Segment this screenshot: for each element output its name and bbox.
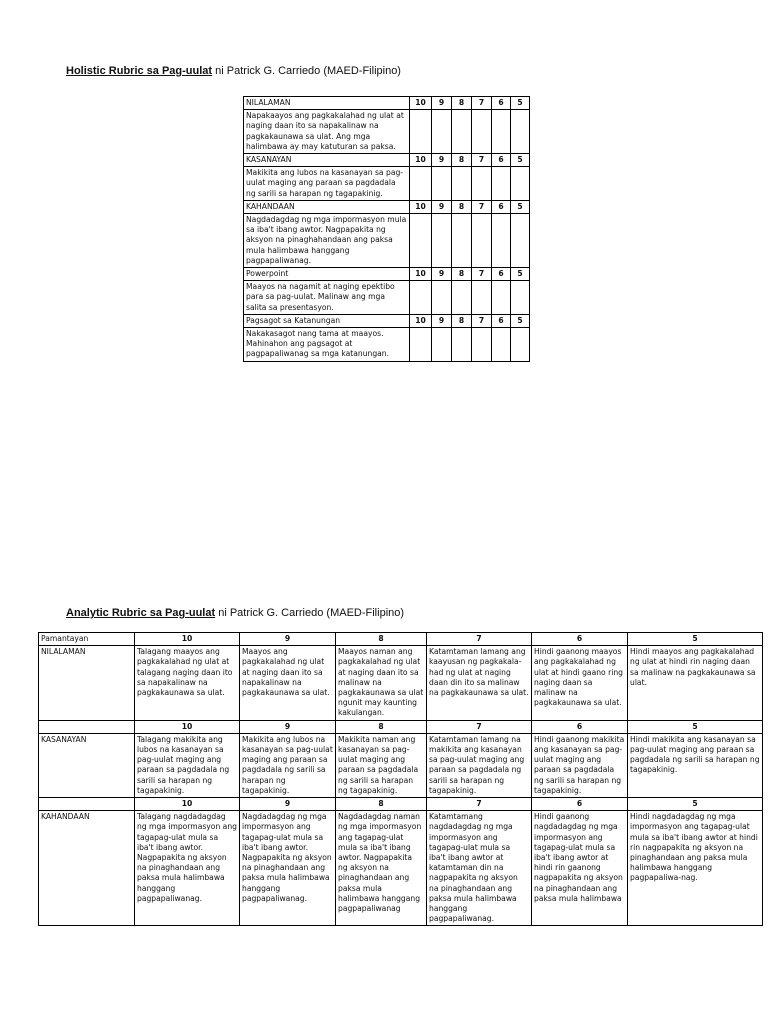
holistic-score-cell xyxy=(472,281,492,315)
holistic-criterion-row xyxy=(244,200,530,213)
analytic-header-label xyxy=(39,798,135,811)
analytic-criterion-label: KAHANDAAN xyxy=(39,811,135,926)
holistic-description-row xyxy=(244,214,530,268)
analytic-score-header: 6 xyxy=(532,720,628,733)
holistic-score-cell xyxy=(410,110,432,154)
analytic-criterion-row xyxy=(39,646,763,720)
holistic-criterion-row xyxy=(244,154,530,167)
analytic-descriptor-cell: Hindi maayos ang pagkakalahad ng ulat at hindi rin naging daan sa malinaw na pagkakaunawa sa ulat. xyxy=(628,646,763,720)
analytic-descriptor-cell: Nagdadagdag ng mga impormasyon ang tagapag-ulat mula sa iba't ibang awtor. Nagpapakita ng aksyon na pinaghandaan ang paksa mula halimbawa hanggang pagpapaliwanag. xyxy=(240,811,336,926)
holistic-score-header: 6 xyxy=(492,154,511,167)
holistic-score-cell xyxy=(452,281,472,315)
holistic-description-row xyxy=(244,281,530,315)
holistic-score-cell xyxy=(492,110,511,154)
holistic-score-header: 9 xyxy=(432,97,452,110)
holistic-score-header: 8 xyxy=(452,200,472,213)
analytic-descriptor-cell: Makikita ang lubos na kasanayan sa pag-uulat maging ang paraan sa pagdadala ng sarili sa harapan ng tagapakinig. xyxy=(240,733,336,797)
holistic-score-cell xyxy=(511,281,530,315)
analytic-score-header-row xyxy=(39,798,763,811)
holistic-criterion-description: Makikita ang lubos na kasanayan sa pag-uulat maging ang paraan sa pagdadala ng sarili sa harapan ng tagapakinig. xyxy=(244,167,410,201)
holistic-score-cell xyxy=(452,328,472,362)
analytic-descriptor-cell: Hindi nagdadagdag ng mga impormasyon ang tagapag-ulat mula sa iba't ibang awtor at hindi rin nagpapakita ng aksyon na pinaghandaan ang paksa mula halimbawa hanggang pagpapaliwa-nag. xyxy=(628,811,763,926)
analytic-rubric-title: Analytic Rubric sa Pag-uulat ni Patrick G. Carriedo (MAED-Filipino) xyxy=(66,607,405,619)
analytic-score-header: 7 xyxy=(427,633,532,646)
holistic-criterion-label: NILALAMAN xyxy=(244,97,410,110)
analytic-descriptor-cell: Talagang maayos ang pagkakalahad ng ulat at talagang naging daan ito sa napakalinaw na pagkakaunawa sa ulat. xyxy=(135,646,240,720)
holistic-score-cell xyxy=(452,110,472,154)
holistic-description-row xyxy=(244,328,530,362)
holistic-score-header: 9 xyxy=(432,200,452,213)
holistic-score-cell xyxy=(472,167,492,201)
holistic-score-cell xyxy=(511,167,530,201)
holistic-score-cell xyxy=(492,167,511,201)
analytic-descriptor-cell: Katamtamang nagdadagdag ng mga impormasyon ang tagapag-ulat mula sa iba't ibang awtor at katamtaman din na nagpapakita ng aksyon na pinaghandaan ang paksa mula halimbawa hanggang pagpapaliwanag. xyxy=(427,811,532,926)
analytic-score-header-row xyxy=(39,633,763,646)
holistic-score-header: 9 xyxy=(432,154,452,167)
holistic-score-header: 7 xyxy=(472,268,492,281)
analytic-descriptor-cell: Hindi makikita ang kasanayan sa pag-uulat maging ang paraan sa pagdadala ng sarili sa harapan ng tagapakinig. xyxy=(628,733,763,797)
analytic-score-header: 9 xyxy=(240,798,336,811)
analytic-criterion-label: KASANAYAN xyxy=(39,733,135,797)
analytic-score-header: 5 xyxy=(628,720,763,733)
analytic-descriptor-cell: Makikita naman ang kasanayan sa pag-uulat maging ang paraan sa pagdadala ng sarili sa harapan ng tagapakinig. xyxy=(336,733,427,797)
holistic-score-cell xyxy=(432,281,452,315)
analytic-descriptor-cell: Hindi gaanong nagdadagdag ng mga impormasyon ang tagapag-ulat mula sa iba't ibang awtor at hindi rin gaanong nagpapakita ng aksyon na pinaghandaan ang paksa mula halimbawa xyxy=(532,811,628,926)
analytic-criterion-label: NILALAMAN xyxy=(39,646,135,720)
analytic-score-header: 8 xyxy=(336,633,427,646)
holistic-criterion-label: KASANAYAN xyxy=(244,154,410,167)
analytic-score-header: 7 xyxy=(427,720,532,733)
holistic-score-header: 10 xyxy=(410,314,432,327)
holistic-score-cell xyxy=(511,328,530,362)
holistic-score-cell xyxy=(492,328,511,362)
analytic-descriptor-cell: Talagang makikita ang lubos na kasanayan sa pag-uulat maging ang paraan sa pagdadala ng sarili sa harapan ng tagapakinig. xyxy=(135,733,240,797)
analytic-rubric-table xyxy=(38,632,763,926)
analytic-header-label xyxy=(39,720,135,733)
analytic-header-label: Pamantayan xyxy=(39,633,135,646)
holistic-score-header: 6 xyxy=(492,268,511,281)
holistic-score-header: 7 xyxy=(472,154,492,167)
analytic-score-header: 8 xyxy=(336,798,427,811)
holistic-score-cell xyxy=(511,110,530,154)
holistic-score-header: 9 xyxy=(432,268,452,281)
analytic-score-header: 5 xyxy=(628,798,763,811)
holistic-score-header: 7 xyxy=(472,200,492,213)
holistic-score-cell xyxy=(492,281,511,315)
holistic-score-cell xyxy=(432,328,452,362)
holistic-score-header: 6 xyxy=(492,97,511,110)
analytic-score-header: 5 xyxy=(628,633,763,646)
holistic-score-cell xyxy=(410,167,432,201)
holistic-score-header: 8 xyxy=(452,97,472,110)
analytic-descriptor-cell: Maayos ang pagkakalahad ng ulat at naging daan ito sa napakalinaw na pagkakaunawa sa ulat. xyxy=(240,646,336,720)
holistic-criterion-label: KAHANDAAN xyxy=(244,200,410,213)
holistic-score-header: 10 xyxy=(410,268,432,281)
holistic-score-cell xyxy=(432,214,452,268)
holistic-score-cell xyxy=(432,167,452,201)
holistic-rubric-table xyxy=(243,96,530,362)
holistic-score-header: 7 xyxy=(472,97,492,110)
holistic-score-header: 5 xyxy=(511,97,530,110)
holistic-description-row xyxy=(244,167,530,201)
holistic-score-header: 6 xyxy=(492,314,511,327)
analytic-score-header: 10 xyxy=(135,633,240,646)
analytic-descriptor-cell: Katamtaman lamang na makikita ang kasanayan sa pag-uulat maging ang paraan sa pagdadala ng sarili sa harapan ng tagapakinig. xyxy=(427,733,532,797)
holistic-score-header: 5 xyxy=(511,154,530,167)
analytic-descriptor-cell: Katamtaman lamang ang kaayusan ng pagkakala-had ng ulat at naging daan din ito sa malinaw na pagkakaunawa sa ulat. xyxy=(427,646,532,720)
holistic-score-cell xyxy=(410,281,432,315)
analytic-score-header: 10 xyxy=(135,720,240,733)
holistic-criterion-description: Nakakasagot nang tama at maayos. Mahinahon ang pagsagot at pagpapaliwanag sa mga katanungan. xyxy=(244,328,410,362)
holistic-score-cell xyxy=(410,328,432,362)
holistic-rubric-title: Holistic Rubric sa Pag-uulat ni Patrick G. Carriedo (MAED-Filipino) xyxy=(66,65,401,77)
analytic-descriptor-cell: Maayos naman ang pagkakalahad ng ulat at naging daan ito sa malinaw na pagkakaunawa sa ulat ngunit may kaunting kakulangan. xyxy=(336,646,427,720)
analytic-score-header: 7 xyxy=(427,798,532,811)
holistic-criterion-description: Napakaayos ang pagkakalahad ng ulat at naging daan ito sa napakalinaw na pagkakaunawa sa ulat. Ang mga halimbawa ay may katuturan sa paksa. xyxy=(244,110,410,154)
holistic-score-header: 5 xyxy=(511,200,530,213)
holistic-criterion-row xyxy=(244,314,530,327)
holistic-criterion-label: Pagsagot sa Katanungan xyxy=(244,314,410,327)
holistic-score-cell xyxy=(511,214,530,268)
holistic-score-header: 10 xyxy=(410,97,432,110)
holistic-score-header: 10 xyxy=(410,200,432,213)
holistic-score-header: 7 xyxy=(472,314,492,327)
analytic-score-header: 8 xyxy=(336,720,427,733)
holistic-score-header: 9 xyxy=(432,314,452,327)
analytic-score-header: 6 xyxy=(532,798,628,811)
analytic-descriptor-cell: Talagang nagdadagdag ng mga impormasyon ang tagapag-ulat mula sa iba't ibang awtor. Nagpapakita ng aksyon na pinaghandaan ang paksa mula halimbawa hanggang pagpapaliwanag. xyxy=(135,811,240,926)
holistic-score-cell xyxy=(432,110,452,154)
holistic-score-header: 8 xyxy=(452,314,472,327)
analytic-criterion-row xyxy=(39,811,763,926)
holistic-score-cell xyxy=(472,110,492,154)
holistic-criterion-row xyxy=(244,97,530,110)
holistic-criterion-label: Powerpoint xyxy=(244,268,410,281)
holistic-score-header: 10 xyxy=(410,154,432,167)
analytic-descriptor-cell: Hindi gaanong maayos ang pagkakalahad ng ulat at hindi gaano ring naging daan sa malinaw na pagkakaunawa sa ulat. xyxy=(532,646,628,720)
holistic-score-cell xyxy=(472,328,492,362)
holistic-criterion-description: Nagdadagdag ng mga impormasyon mula sa iba't ibang awtor. Nagpapakita ng aksyon na pinaghahandaan ang paksa mula halimbawa hanggang pagpapaliwanag. xyxy=(244,214,410,268)
holistic-score-cell xyxy=(492,214,511,268)
analytic-descriptor-cell: Hindi gaanong makikita ang kasanayan sa pag-uulat maging ang paraan sa pagdadala ng sarili sa harapan ng tagapakinig. xyxy=(532,733,628,797)
analytic-score-header-row xyxy=(39,720,763,733)
holistic-score-header: 5 xyxy=(511,268,530,281)
holistic-score-header: 8 xyxy=(452,154,472,167)
analytic-criterion-row xyxy=(39,733,763,797)
holistic-score-header: 8 xyxy=(452,268,472,281)
analytic-score-header: 6 xyxy=(532,633,628,646)
analytic-score-header: 9 xyxy=(240,720,336,733)
holistic-score-header: 5 xyxy=(511,314,530,327)
holistic-score-cell xyxy=(410,214,432,268)
holistic-criterion-description: Maayos na nagamit at naging epektibo para sa pag-uulat. Malinaw ang mga salita sa presentasyon. xyxy=(244,281,410,315)
analytic-score-header: 10 xyxy=(135,798,240,811)
holistic-description-row xyxy=(244,110,530,154)
holistic-score-cell xyxy=(452,167,472,201)
holistic-criterion-row xyxy=(244,268,530,281)
holistic-score-cell xyxy=(452,214,472,268)
holistic-score-header: 6 xyxy=(492,200,511,213)
analytic-descriptor-cell: Nagdadagdag naman ng mga impormasyon ang tagapag-ulat mula sa iba't ibang awtor. Nagpapakita ng aksyon na pinaghandaan ang paksa mula halimbawa hanggang pagpapaliwanag xyxy=(336,811,427,926)
analytic-score-header: 9 xyxy=(240,633,336,646)
holistic-score-cell xyxy=(472,214,492,268)
